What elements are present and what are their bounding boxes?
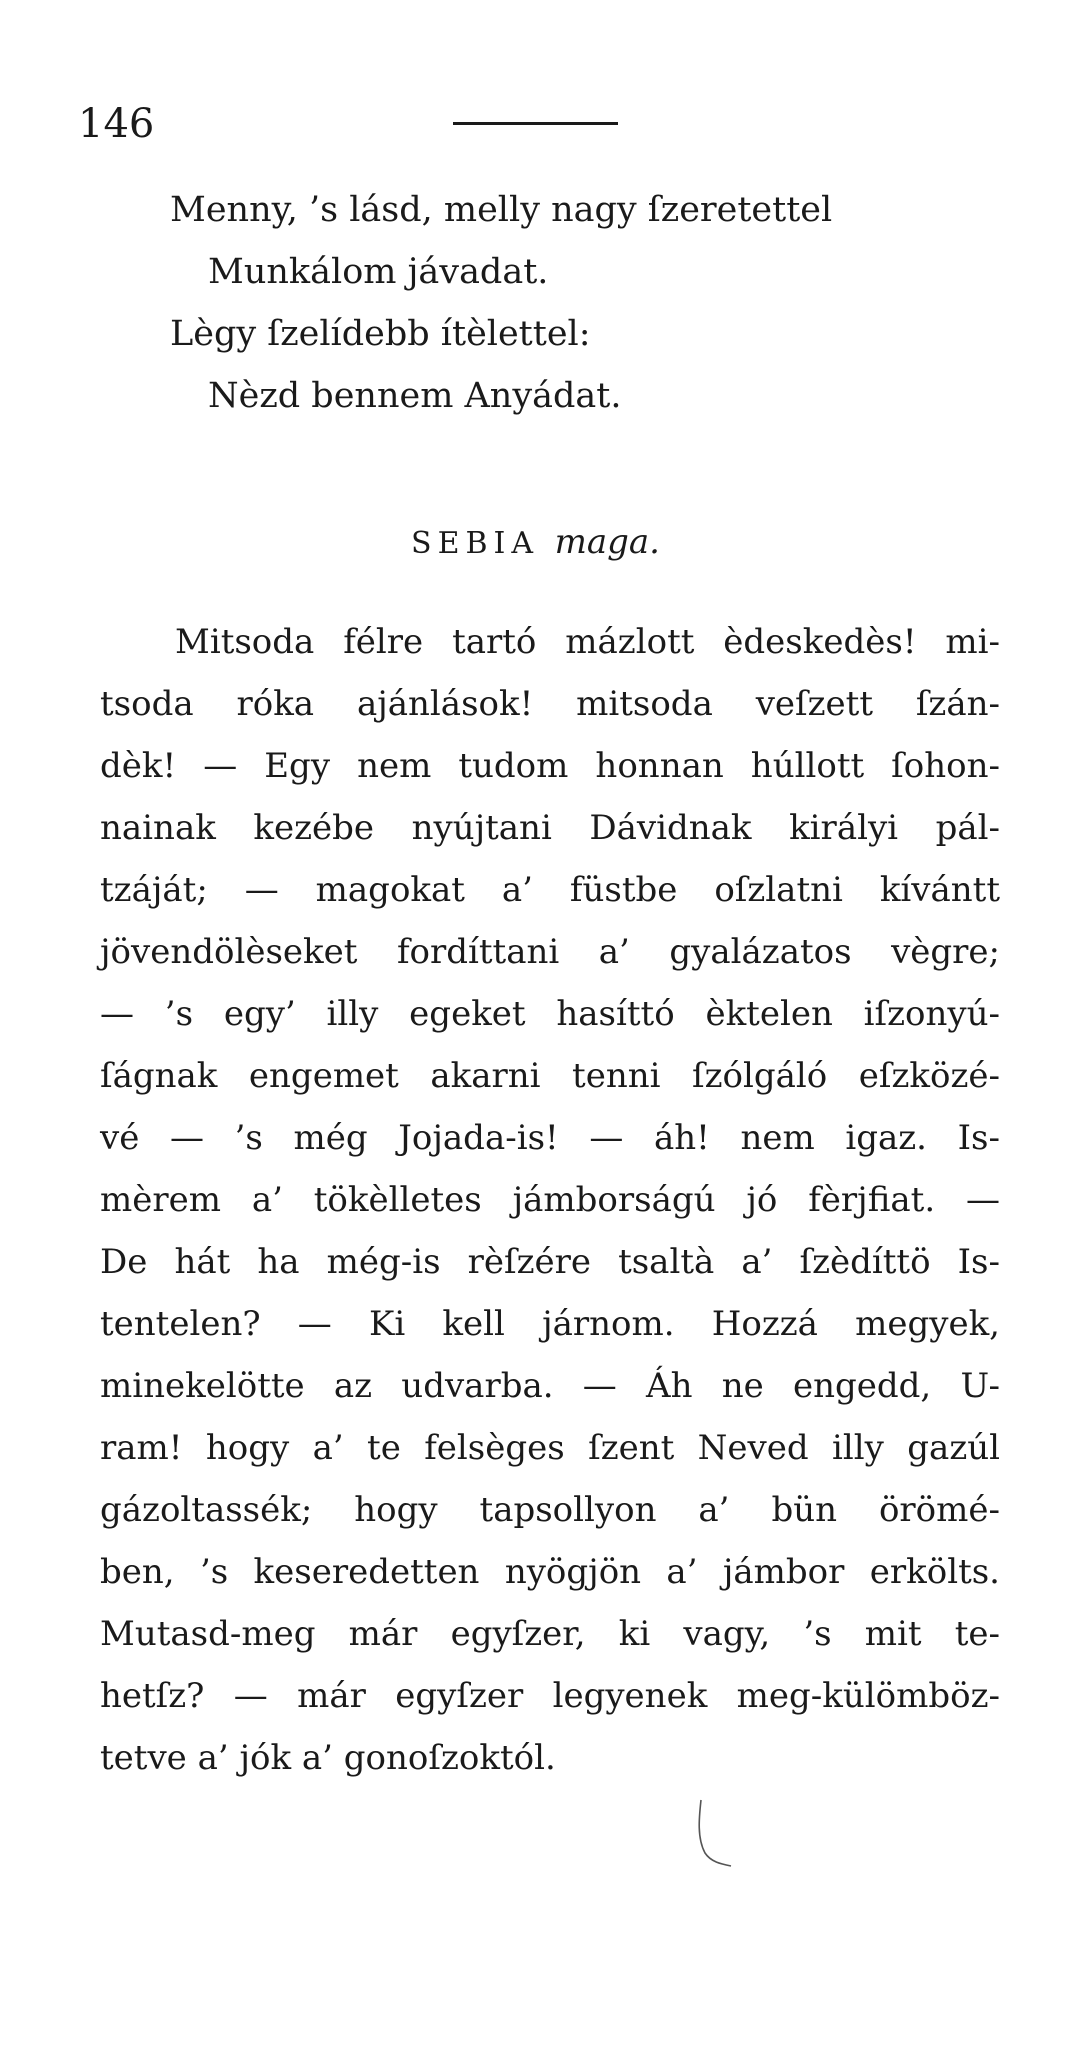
prose-line: Mitsoda félre tartó mázlott èdeskedès! mi- <box>175 622 1000 662</box>
header-rule <box>453 122 618 125</box>
prose-line: gázoltassék; hogy tapsollyon a’ bün örömé- <box>100 1490 1000 1530</box>
speaker-heading <box>0 522 1071 564</box>
ink-mark <box>695 1798 735 1868</box>
prose-line: hetſz? — már egyſzer legyenek meg-külömböz- <box>100 1676 1000 1716</box>
prose-line: jövendölèseket fordíttani a’ gyalázatos vègre; <box>100 932 1000 972</box>
prose-line: Mutasd-meg már egyſzer, ki vagy, ’s mit te- <box>100 1614 1000 1654</box>
prose-line: minekelötte az udvarba. — Áh ne engedd, U- <box>100 1366 1000 1406</box>
prose-line: vé — ’s még Jojada-is! — áh! nem igaz. Is- <box>100 1118 1000 1158</box>
prose-line: tzáját; — magokat a’ füstbe oſzlatni kívántt <box>100 870 1000 910</box>
speaker-note: maga. <box>554 522 660 562</box>
verse-line: Nèzd bennem Anyádat. <box>208 376 622 416</box>
prose-line: tsoda róka ajánlások! mitsoda veſzett ſzán- <box>100 684 1000 724</box>
verse-line: Menny, ’s lásd, melly nagy ſzeretettel <box>170 190 833 230</box>
prose-line: dèk! — Egy nem tudom honnan húllott ſohon- <box>100 746 1000 786</box>
prose-line: nainak kezébe nyújtani Dávidnak királyi pál- <box>100 808 1000 848</box>
verse-line: Lègy ſzelídebb ítèlettel: <box>170 314 591 354</box>
prose-line: ram! hogy a’ te felsèges ſzent Neved illy gazúl <box>100 1428 1000 1468</box>
prose-line: mèrem a’ tökèlletes jámborságú jó fèrjfiat. — <box>100 1180 1000 1220</box>
prose-line: — ’s egy’ illy egeket hasíttó èktelen iſzonyú- <box>100 994 1000 1034</box>
verse-line: Munkálom jávadat. <box>208 252 549 292</box>
prose-line: De hát ha még-is rèſzére tsaltà a’ ſzèdíttö Is- <box>100 1242 1000 1282</box>
prose-line: ben, ’s keseredetten nyögjön a’ jámbor erkölts. <box>100 1552 1000 1592</box>
prose-line: tentelen? — Ki kell járnom. Hozzá megyek, <box>100 1304 1000 1344</box>
speaker-name: SEBIA <box>411 526 540 561</box>
page-number: 146 <box>78 101 155 147</box>
prose-line: ſágnak engemet akarni tenni ſzólgáló eſzközé- <box>100 1056 1000 1096</box>
prose-line: tetve a’ jók a’ gonoſzoktól. <box>100 1738 556 1778</box>
